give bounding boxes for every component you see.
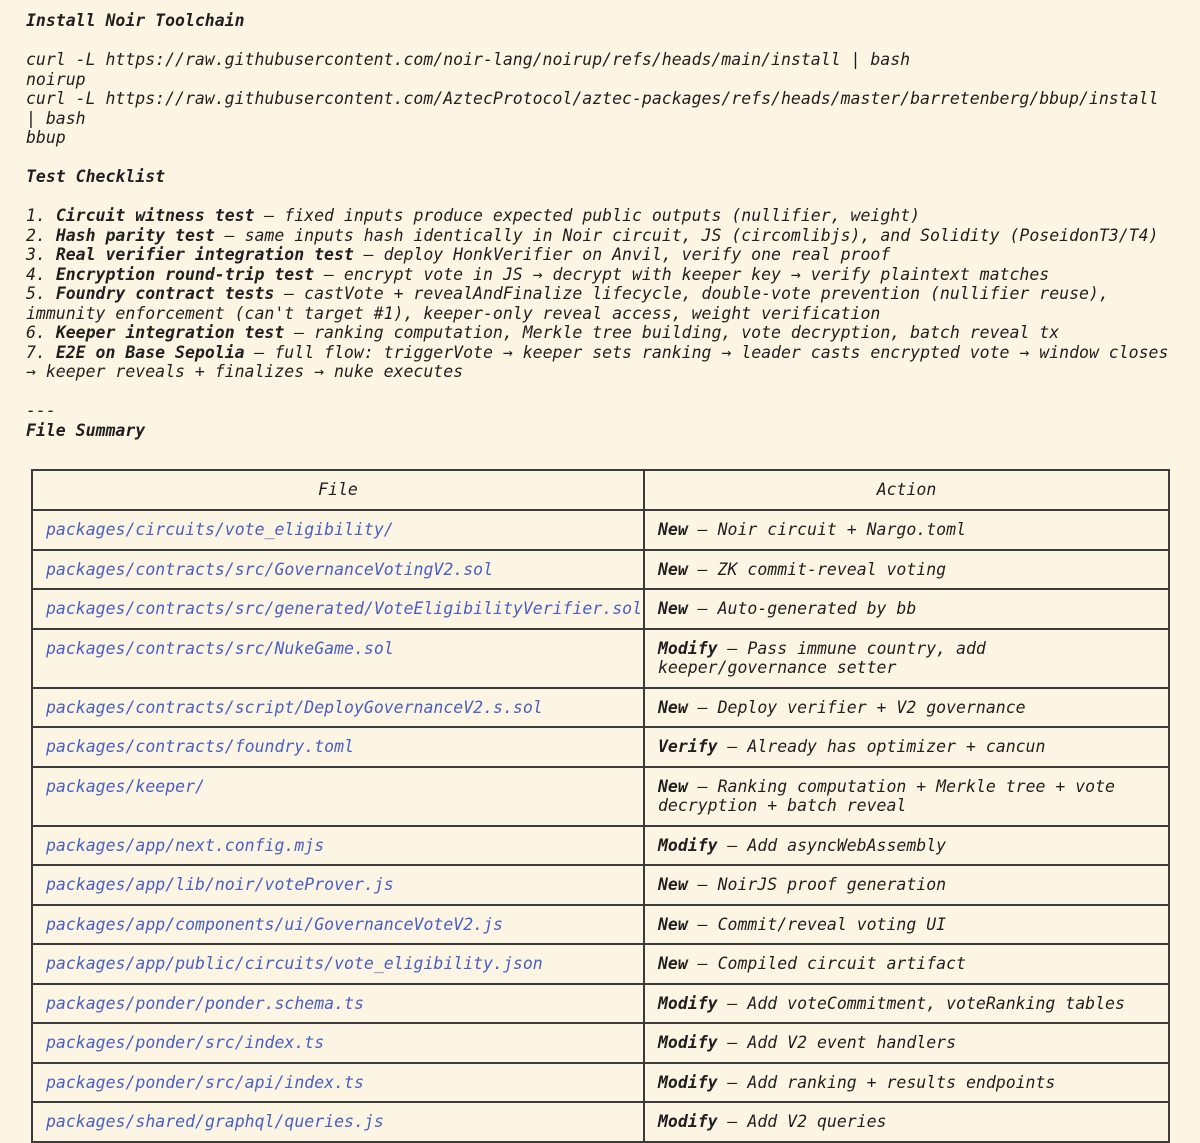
checklist-item-desc: — ranking computation, Merkle tree building, vote decryption, batch reveal tx [284, 323, 1060, 342]
file-action [644, 984, 1169, 1024]
table-row [32, 1102, 1169, 1142]
file-action [644, 1063, 1169, 1103]
file-summary-table [31, 469, 1170, 1143]
checklist-item-desc: — castVote + revealAndFinalize lifecycle, double-vote prevention (nullifier reuse), immunity enforcement (can't target #1), keeper-only reveal access, weight verification [26, 284, 1109, 323]
file-path: packages/contracts/src/NukeGame.sol [32, 629, 644, 688]
checklist-item-desc: — full flow: triggerVote → keeper sets ranking → leader casts encrypted vote → window closes → keeper reveals + finalizes → nuke executes [26, 342, 1169, 381]
install-heading: Install Noir Toolchain [26, 11, 245, 30]
checklist-item-title: Keeper integration test [55, 323, 285, 342]
file-path: packages/ponder/src/index.ts [32, 1023, 644, 1063]
table-row [32, 589, 1169, 629]
action-detail: — Auto-generated by bb [687, 599, 917, 618]
action-kind: Verify [658, 737, 718, 756]
action-kind: Modify [658, 993, 718, 1013]
file-path: packages/app/components/ui/GovernanceVoteV2.js [32, 905, 644, 945]
file-path: packages/app/public/circuits/vote_eligibility.json [32, 944, 644, 984]
file-path: packages/ponder/ponder.schema.ts [32, 984, 644, 1024]
file-action [644, 865, 1169, 905]
install-command-1: curl -L https://raw.githubusercontent.com/noir-lang/noirup/refs/heads/main/install | bash [26, 50, 911, 69]
checklist-item-title: Real verifier integration test [55, 245, 354, 264]
install-command-3: curl -L https://raw.githubusercontent.com/AztecProtocol/aztec-packages/refs/heads/master/barretenberg/bbup/install | bash [26, 89, 1169, 128]
file-path: packages/contracts/src/GovernanceVotingV2.sol [32, 550, 644, 590]
action-detail: — Commit/reveal voting UI [687, 914, 947, 934]
checklist-item: 2. Hash parity test — same inputs hash identically in Noir circuit, JS (circomlibjs), and Solidity (PoseidonT3/T4) [26, 225, 1159, 245]
checklist-item-desc: — same inputs hash identically in Noir circuit, JS (circomlibjs), and Solidity (PoseidonT3/T4) [214, 225, 1159, 245]
action-kind: New [658, 559, 688, 579]
checklist-item: 4. Encryption round-trip test — encrypt vote in JS → decrypt with keeper key → verify plaintext matches [26, 264, 1050, 284]
table-header-row [32, 470, 1169, 510]
action-detail: — Add V2 queries [717, 1112, 887, 1131]
action-kind: New [658, 776, 688, 796]
action-kind: New [658, 875, 688, 894]
file-action [644, 767, 1169, 826]
checklist-item-title: Encryption round-trip test [55, 264, 315, 284]
checklist-item: 1. Circuit witness test — fixed inputs produce expected public outputs (nullifier, weight) [26, 206, 921, 225]
checklist-item-title: Hash parity test [55, 225, 215, 245]
action-detail: — Ranking computation + Merkle tree + vote decryption + batch reveal [658, 776, 1115, 815]
table-row [32, 865, 1169, 905]
table-row [32, 727, 1169, 767]
table-row [32, 1023, 1169, 1063]
action-kind: Modify [658, 1072, 718, 1092]
action-kind: New [658, 697, 688, 717]
action-kind: Modify [658, 1112, 718, 1131]
action-detail: — ZK commit-reveal voting [687, 559, 947, 579]
action-detail: — Already has optimizer + cancun [717, 737, 1046, 756]
file-action [644, 550, 1169, 590]
action-kind: Modify [658, 638, 718, 658]
checklist-item-desc: — fixed inputs produce expected public outputs (nullifier, weight) [254, 206, 921, 225]
table-row [32, 1063, 1169, 1103]
file-path: packages/shared/graphql/queries.js [32, 1102, 644, 1142]
checklist-item: 7. E2E on Base Sepolia — full flow: triggerVote → keeper sets ranking → leader casts encrypted vote → window closes → keeper reveals + finalizes → nuke executes [26, 342, 1169, 381]
action-detail: — Noir circuit + Nargo.toml [687, 520, 966, 539]
action-detail: — Add asyncWebAssembly [717, 835, 947, 855]
install-command-4: bbup [26, 128, 66, 147]
file-path: packages/ponder/src/api/index.ts [32, 1063, 644, 1103]
file-path: packages/circuits/vote_eligibility/ [32, 510, 644, 550]
checklist-item: 3. Real verifier integration test — deploy HonkVerifier on Anvil, verify one real proof [26, 245, 891, 264]
file-action [644, 727, 1169, 767]
table-row [32, 550, 1169, 590]
action-detail: — Add ranking + results endpoints [717, 1072, 1056, 1092]
file-path: packages/app/next.config.mjs [32, 826, 644, 866]
action-kind: New [658, 954, 688, 973]
action-detail: — Compiled circuit artifact [687, 954, 966, 973]
action-kind: New [658, 599, 688, 618]
table-row [32, 905, 1169, 945]
action-kind: New [658, 914, 688, 934]
checklist-item-title: Foundry contract tests [55, 284, 275, 303]
install-command-2: noirup [26, 69, 86, 89]
file-path: packages/app/lib/noir/voteProver.js [32, 865, 644, 905]
file-action [644, 589, 1169, 629]
column-header-action: Action [644, 470, 1169, 510]
file-path: packages/keeper/ [32, 767, 644, 826]
table-row [32, 826, 1169, 866]
checklist-item: 5. Foundry contract tests — castVote + revealAndFinalize lifecycle, double-vote prevention (nullifier reuse), immunity enforcement (can't target #1), keeper-only reveal access, weight verification [26, 284, 1109, 323]
file-action [644, 629, 1169, 688]
checklist-item: 6. Keeper integration test — ranking computation, Merkle tree building, vote decryption, batch reveal tx [26, 323, 1060, 342]
file-action [644, 905, 1169, 945]
file-path: packages/contracts/script/DeployGovernanceV2.s.sol [32, 688, 644, 728]
file-path: packages/contracts/src/generated/VoteEligibilityVerifier.sol [32, 589, 644, 629]
table-row [32, 767, 1169, 826]
checklist-item-title: Circuit witness test [55, 206, 255, 225]
table-row [32, 944, 1169, 984]
file-summary-heading: File Summary [26, 420, 146, 440]
table-row [32, 629, 1169, 688]
action-detail: — Pass immune country, add keeper/governance setter [658, 638, 986, 677]
table-row [32, 688, 1169, 728]
checklist-item-title: E2E on Base Sepolia [55, 342, 245, 362]
document [26, 11, 1186, 440]
table-row [32, 984, 1169, 1024]
action-detail: — Add voteCommitment, voteRanking tables [717, 993, 1125, 1013]
action-kind: New [658, 520, 688, 539]
checklist-item-desc: — deploy HonkVerifier on Anvil, verify one real proof [353, 245, 891, 264]
column-header-file: File [32, 470, 644, 510]
file-path: packages/contracts/foundry.toml [32, 727, 644, 767]
table-row [32, 510, 1169, 550]
file-action [644, 826, 1169, 866]
file-action [644, 688, 1169, 728]
action-detail: — NoirJS proof generation [687, 875, 947, 894]
separator: --- [26, 401, 56, 420]
checklist-item-desc: — encrypt vote in JS → decrypt with keeper key → verify plaintext matches [314, 264, 1050, 284]
file-action [644, 1023, 1169, 1063]
action-kind: Modify [658, 835, 718, 855]
checklist-heading: Test Checklist [26, 167, 166, 186]
file-action [644, 510, 1169, 550]
action-detail: — Add V2 event handlers [717, 1033, 957, 1052]
file-action [644, 944, 1169, 984]
action-kind: Modify [658, 1033, 718, 1052]
file-action [644, 1102, 1169, 1142]
action-detail: — Deploy verifier + V2 governance [687, 697, 1026, 717]
